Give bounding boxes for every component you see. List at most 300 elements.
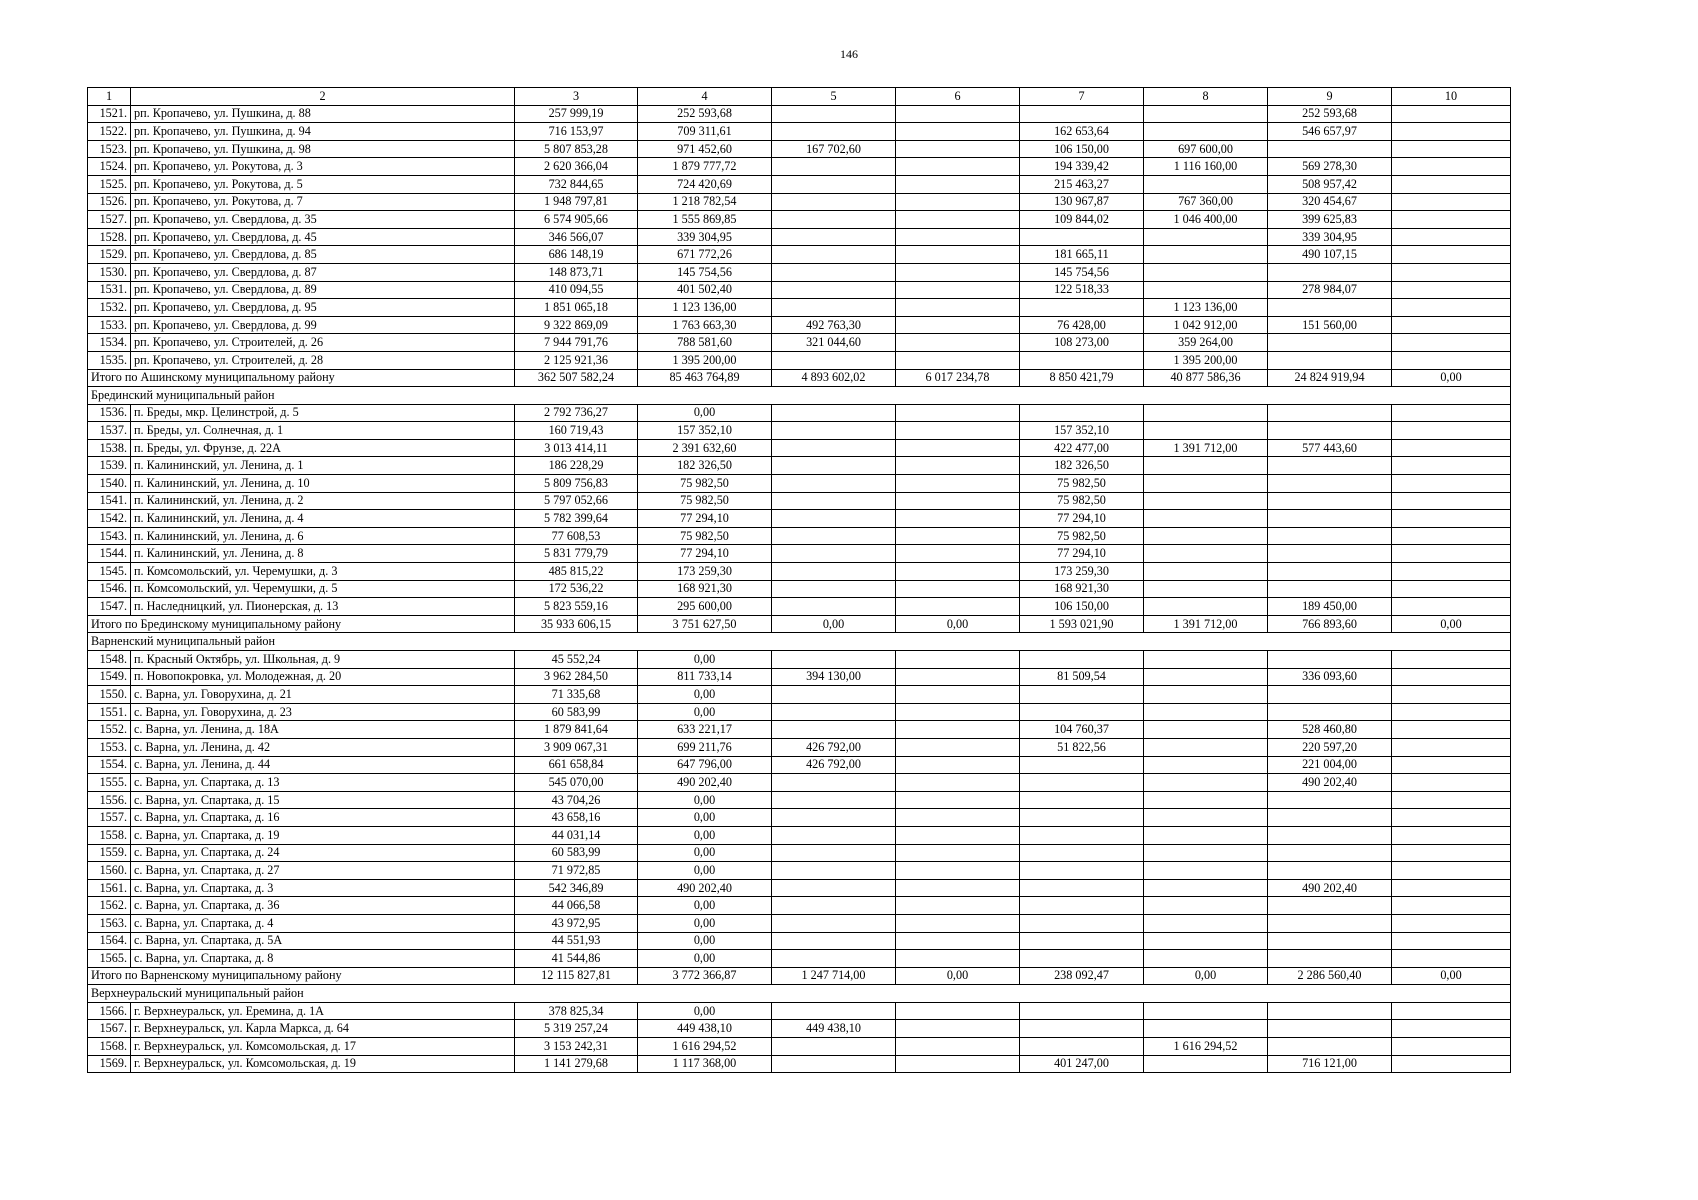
amount-cell [896, 527, 1020, 545]
amount-cell: 0,00 [1392, 967, 1511, 985]
amount-cell: 1 391 712,00 [1144, 615, 1268, 633]
amount-cell [896, 457, 1020, 475]
amount-cell [772, 791, 896, 809]
amount-cell [1392, 263, 1511, 281]
amount-cell: 422 477,00 [1020, 439, 1144, 457]
amount-cell [896, 475, 1020, 493]
amount-cell [896, 897, 1020, 915]
amount-cell [1268, 1038, 1392, 1056]
amount-cell [1020, 1038, 1144, 1056]
amount-cell: 181 665,11 [1020, 246, 1144, 264]
amount-cell [772, 404, 896, 422]
amount-cell [1392, 299, 1511, 317]
amount-cell: 6 574 905,66 [515, 211, 638, 229]
amount-cell: 160 719,43 [515, 422, 638, 440]
amount-cell [1392, 1055, 1511, 1073]
amount-cell [896, 809, 1020, 827]
row-number: 1524. [88, 158, 131, 176]
amount-cell [1392, 721, 1511, 739]
amount-cell [772, 580, 896, 598]
table-row [88, 932, 1511, 950]
section-row [88, 387, 1511, 405]
amount-cell: 8 850 421,79 [1020, 369, 1144, 387]
amount-cell [772, 897, 896, 915]
row-address: п. Калининский, ул. Ленина, д. 2 [131, 492, 515, 510]
amount-cell: 426 792,00 [772, 756, 896, 774]
amount-cell [772, 1002, 896, 1020]
column-header: 7 [1020, 88, 1144, 106]
amount-cell: 109 844,02 [1020, 211, 1144, 229]
amount-cell: 44 551,93 [515, 932, 638, 950]
amount-cell [896, 879, 1020, 897]
amount-cell: 2 286 560,40 [1268, 967, 1392, 985]
amount-cell: 221 004,00 [1268, 756, 1392, 774]
row-address: рп. Кропачево, ул. Строителей, д. 28 [131, 351, 515, 369]
amount-cell: 697 600,00 [1144, 140, 1268, 158]
row-address: п. Калининский, ул. Ленина, д. 1 [131, 457, 515, 475]
section-row [88, 985, 1511, 1003]
amount-cell: 1 395 200,00 [1144, 351, 1268, 369]
table-row [88, 721, 1511, 739]
amount-cell: 77 294,10 [638, 510, 772, 528]
amount-cell: 449 438,10 [638, 1020, 772, 1038]
amount-cell: 0,00 [638, 1002, 772, 1020]
row-address: п. Красный Октябрь, ул. Школьная, д. 9 [131, 651, 515, 669]
amount-cell [896, 334, 1020, 352]
amount-cell: 1 046 400,00 [1144, 211, 1268, 229]
amount-cell: 24 824 919,94 [1268, 369, 1392, 387]
amount-cell [1268, 299, 1392, 317]
row-address: с. Варна, ул. Спартака, д. 24 [131, 844, 515, 862]
amount-cell: 971 452,60 [638, 140, 772, 158]
row-number: 1531. [88, 281, 131, 299]
amount-cell [1144, 879, 1268, 897]
amount-cell [1144, 475, 1268, 493]
amount-cell [1144, 809, 1268, 827]
row-address: рп. Кропачево, ул. Пушкина, д. 94 [131, 123, 515, 141]
amount-cell: 359 264,00 [1144, 334, 1268, 352]
amount-cell [1392, 844, 1511, 862]
amount-cell [1392, 809, 1511, 827]
amount-cell: 716 153,97 [515, 123, 638, 141]
amount-cell [1144, 950, 1268, 968]
amount-cell: 182 326,50 [1020, 457, 1144, 475]
amount-cell [896, 756, 1020, 774]
amount-cell [1392, 281, 1511, 299]
amount-cell: 215 463,27 [1020, 175, 1144, 193]
table-row [88, 123, 1511, 141]
amount-cell [1144, 510, 1268, 528]
table-row [88, 703, 1511, 721]
amount-cell [1144, 862, 1268, 880]
amount-cell [772, 914, 896, 932]
amount-cell [896, 545, 1020, 563]
table-row [88, 738, 1511, 756]
amount-cell [896, 281, 1020, 299]
amount-cell [1144, 492, 1268, 510]
amount-cell [772, 193, 896, 211]
table-row [88, 914, 1511, 932]
table-row [88, 193, 1511, 211]
amount-cell: 3 772 366,87 [638, 967, 772, 985]
row-number: 1536. [88, 404, 131, 422]
amount-cell [1392, 439, 1511, 457]
row-number: 1551. [88, 703, 131, 721]
amount-cell [1392, 932, 1511, 950]
amount-cell [1392, 879, 1511, 897]
amount-cell [1268, 334, 1392, 352]
amount-cell [772, 105, 896, 123]
table-row [88, 316, 1511, 334]
amount-cell [772, 175, 896, 193]
amount-cell: 401 247,00 [1020, 1055, 1144, 1073]
row-number: 1533. [88, 316, 131, 334]
amount-cell: 7 944 791,76 [515, 334, 638, 352]
amount-cell: 490 202,40 [638, 879, 772, 897]
amount-cell: 2 391 632,60 [638, 439, 772, 457]
row-address: с. Варна, ул. Спартака, д. 13 [131, 774, 515, 792]
row-address: с. Варна, ул. Спартака, д. 3 [131, 879, 515, 897]
amount-cell [1020, 1002, 1144, 1020]
row-number: 1552. [88, 721, 131, 739]
amount-cell [1392, 668, 1511, 686]
amount-cell: 0,00 [638, 809, 772, 827]
row-address: с. Варна, ул. Спартака, д. 4 [131, 914, 515, 932]
amount-cell [1020, 791, 1144, 809]
amount-cell: 449 438,10 [772, 1020, 896, 1038]
amount-cell [896, 439, 1020, 457]
amount-cell [772, 299, 896, 317]
amount-cell [772, 844, 896, 862]
row-number: 1535. [88, 351, 131, 369]
amount-cell: 5 319 257,24 [515, 1020, 638, 1038]
amount-cell [772, 686, 896, 704]
amount-cell [772, 422, 896, 440]
total-row [88, 369, 1511, 387]
row-address: рп. Кропачево, ул. Строителей, д. 26 [131, 334, 515, 352]
row-address: рп. Кропачево, ул. Свердлова, д. 45 [131, 228, 515, 246]
amount-cell: 108 273,00 [1020, 334, 1144, 352]
table-row [88, 668, 1511, 686]
amount-cell: 162 653,64 [1020, 123, 1144, 141]
amount-cell [772, 1055, 896, 1073]
amount-cell [772, 457, 896, 475]
total-label: Итого по Ашинскому муниципальному району [88, 369, 515, 387]
row-number: 1550. [88, 686, 131, 704]
amount-cell [1020, 105, 1144, 123]
amount-cell: 104 760,37 [1020, 721, 1144, 739]
row-number: 1549. [88, 668, 131, 686]
amount-cell [1392, 950, 1511, 968]
amount-cell: 5 831 779,79 [515, 545, 638, 563]
amount-cell: 1 123 136,00 [1144, 299, 1268, 317]
table-row [88, 826, 1511, 844]
amount-cell: 485 815,22 [515, 563, 638, 581]
amount-cell [1268, 1020, 1392, 1038]
amount-cell [1268, 1002, 1392, 1020]
amount-cell [1392, 316, 1511, 334]
amount-cell: 2 125 921,36 [515, 351, 638, 369]
amount-cell [772, 774, 896, 792]
table-row [88, 158, 1511, 176]
amount-cell: 0,00 [638, 897, 772, 915]
amount-cell: 542 346,89 [515, 879, 638, 897]
amount-cell: 43 972,95 [515, 914, 638, 932]
amount-cell [1144, 246, 1268, 264]
amount-cell [1144, 1055, 1268, 1073]
amount-cell [896, 299, 1020, 317]
amount-cell [772, 246, 896, 264]
amount-cell [1392, 457, 1511, 475]
amount-cell: 168 921,30 [638, 580, 772, 598]
amount-cell [896, 932, 1020, 950]
amount-cell [1020, 914, 1144, 932]
amount-cell: 43 658,16 [515, 809, 638, 827]
amount-cell [772, 721, 896, 739]
row-address: с. Варна, ул. Спартака, д. 16 [131, 809, 515, 827]
section-label: Верхнеуральский муниципальный район [88, 985, 1511, 1003]
table-row [88, 950, 1511, 968]
amount-cell: 106 150,00 [1020, 598, 1144, 616]
amount-cell: 1 117 368,00 [638, 1055, 772, 1073]
amount-cell [896, 721, 1020, 739]
amount-cell [1144, 563, 1268, 581]
amount-cell [1268, 492, 1392, 510]
row-number: 1568. [88, 1038, 131, 1056]
total-label: Итого по Варненскому муниципальному району [88, 967, 515, 985]
amount-cell [772, 475, 896, 493]
amount-cell [1392, 422, 1511, 440]
row-address: рп. Кропачево, ул. Свердлова, д. 89 [131, 281, 515, 299]
amount-cell: 346 566,07 [515, 228, 638, 246]
amount-cell [1392, 158, 1511, 176]
amount-cell [1268, 580, 1392, 598]
amount-cell: 724 420,69 [638, 175, 772, 193]
amount-cell: 633 221,17 [638, 721, 772, 739]
row-number: 1539. [88, 457, 131, 475]
amount-cell: 569 278,30 [1268, 158, 1392, 176]
table-row [88, 580, 1511, 598]
amount-cell [772, 862, 896, 880]
row-number: 1548. [88, 651, 131, 669]
row-number: 1543. [88, 527, 131, 545]
amount-cell: 426 792,00 [772, 738, 896, 756]
table-row [88, 140, 1511, 158]
column-header: 9 [1268, 88, 1392, 106]
section-label: Варненский муниципальный район [88, 633, 1511, 651]
amount-cell [1392, 404, 1511, 422]
amount-cell [896, 563, 1020, 581]
amount-cell: 0,00 [638, 791, 772, 809]
table-row [88, 1020, 1511, 1038]
row-number: 1569. [88, 1055, 131, 1073]
row-number: 1532. [88, 299, 131, 317]
row-address: п. Бреды, мкр. Целинстрой, д. 5 [131, 404, 515, 422]
amount-cell: 0,00 [1144, 967, 1268, 985]
amount-cell [896, 492, 1020, 510]
table-row [88, 404, 1511, 422]
amount-cell: 3 013 414,11 [515, 439, 638, 457]
row-address: рп. Кропачево, ул. Свердлова, д. 87 [131, 263, 515, 281]
amount-cell: 5 797 052,66 [515, 492, 638, 510]
amount-cell: 0,00 [772, 615, 896, 633]
amount-cell: 252 593,68 [638, 105, 772, 123]
amount-cell [1268, 950, 1392, 968]
amount-cell: 189 450,00 [1268, 598, 1392, 616]
amount-cell: 9 322 869,09 [515, 316, 638, 334]
amount-cell: 76 428,00 [1020, 316, 1144, 334]
table-row [88, 211, 1511, 229]
table-row [88, 791, 1511, 809]
amount-cell [1020, 826, 1144, 844]
row-number: 1547. [88, 598, 131, 616]
row-number: 1537. [88, 422, 131, 440]
amount-cell [1268, 686, 1392, 704]
amount-cell: 157 352,10 [638, 422, 772, 440]
row-address: п. Калининский, ул. Ленина, д. 4 [131, 510, 515, 528]
amount-cell [1392, 914, 1511, 932]
amount-cell: 35 933 606,15 [515, 615, 638, 633]
total-label: Итого по Брединскому муниципальному району [88, 615, 515, 633]
amount-cell: 71 335,68 [515, 686, 638, 704]
amount-cell [896, 105, 1020, 123]
amount-cell: 3 153 242,31 [515, 1038, 638, 1056]
amount-cell: 278 984,07 [1268, 281, 1392, 299]
amount-cell: 0,00 [638, 844, 772, 862]
row-number: 1526. [88, 193, 131, 211]
table-row [88, 862, 1511, 880]
table-row [88, 105, 1511, 123]
amount-cell [1144, 123, 1268, 141]
row-address: с. Варна, ул. Спартака, д. 27 [131, 862, 515, 880]
row-number: 1525. [88, 175, 131, 193]
amount-cell [1144, 1020, 1268, 1038]
amount-cell: 151 560,00 [1268, 316, 1392, 334]
amount-cell [1392, 246, 1511, 264]
row-number: 1561. [88, 879, 131, 897]
table-row [88, 774, 1511, 792]
row-number: 1555. [88, 774, 131, 792]
amount-cell [772, 263, 896, 281]
amount-cell [1268, 703, 1392, 721]
row-address: п. Наследницкий, ул. Пионерская, д. 13 [131, 598, 515, 616]
row-address: с. Варна, ул. Спартака, д. 36 [131, 897, 515, 915]
amount-cell: 12 115 827,81 [515, 967, 638, 985]
amount-cell [1020, 774, 1144, 792]
amount-cell: 1 555 869,85 [638, 211, 772, 229]
table-row [88, 844, 1511, 862]
table-row [88, 651, 1511, 669]
row-number: 1538. [88, 439, 131, 457]
amount-cell: 410 094,55 [515, 281, 638, 299]
table-row [88, 228, 1511, 246]
amount-cell: 647 796,00 [638, 756, 772, 774]
amount-cell: 75 982,50 [1020, 527, 1144, 545]
amount-cell: 336 093,60 [1268, 668, 1392, 686]
amount-cell [896, 1002, 1020, 1020]
amount-cell: 709 311,61 [638, 123, 772, 141]
column-header: 10 [1392, 88, 1511, 106]
amount-cell [896, 422, 1020, 440]
amount-cell [1392, 1002, 1511, 1020]
amount-cell [1392, 897, 1511, 915]
amount-cell [1392, 527, 1511, 545]
amount-cell: 173 259,30 [1020, 563, 1144, 581]
row-address: с. Варна, ул. Ленина, д. 42 [131, 738, 515, 756]
row-number: 1554. [88, 756, 131, 774]
row-address: г. Верхнеуральск, ул. Карла Маркса, д. 64 [131, 1020, 515, 1038]
amount-cell: 320 454,67 [1268, 193, 1392, 211]
table-row [88, 246, 1511, 264]
amount-cell: 399 625,83 [1268, 211, 1392, 229]
amount-cell [1268, 527, 1392, 545]
amount-cell [1392, 211, 1511, 229]
amount-cell [896, 193, 1020, 211]
amount-cell [1268, 422, 1392, 440]
row-address: рп. Кропачево, ул. Рокутова, д. 7 [131, 193, 515, 211]
amount-cell [1020, 228, 1144, 246]
row-number: 1560. [88, 862, 131, 880]
row-number: 1562. [88, 897, 131, 915]
row-number: 1546. [88, 580, 131, 598]
amount-cell: 0,00 [638, 862, 772, 880]
amount-cell: 1 116 160,00 [1144, 158, 1268, 176]
amount-cell: 321 044,60 [772, 334, 896, 352]
amount-cell [1144, 598, 1268, 616]
amount-cell: 1 763 663,30 [638, 316, 772, 334]
row-address: с. Варна, ул. Ленина, д. 44 [131, 756, 515, 774]
amount-cell [896, 263, 1020, 281]
row-address: рп. Кропачево, ул. Свердлова, д. 85 [131, 246, 515, 264]
amount-cell [1144, 721, 1268, 739]
amount-cell [772, 826, 896, 844]
amount-cell: 77 294,10 [1020, 510, 1144, 528]
amount-cell: 1 123 136,00 [638, 299, 772, 317]
amount-cell [1144, 457, 1268, 475]
row-number: 1528. [88, 228, 131, 246]
amount-cell [896, 774, 1020, 792]
amount-cell [896, 246, 1020, 264]
row-number: 1565. [88, 950, 131, 968]
amount-cell [1392, 703, 1511, 721]
amount-cell: 339 304,95 [638, 228, 772, 246]
row-number: 1530. [88, 263, 131, 281]
amount-cell: 0,00 [638, 703, 772, 721]
table-row [88, 879, 1511, 897]
amount-cell [896, 826, 1020, 844]
amount-cell: 490 107,15 [1268, 246, 1392, 264]
amount-cell: 5 823 559,16 [515, 598, 638, 616]
row-address: г. Верхнеуральск, ул. Комсомольская, д. 19 [131, 1055, 515, 1073]
amount-cell [772, 879, 896, 897]
column-header: 3 [515, 88, 638, 106]
amount-cell [896, 862, 1020, 880]
row-number: 1541. [88, 492, 131, 510]
amount-cell [1392, 756, 1511, 774]
column-header: 8 [1144, 88, 1268, 106]
amount-cell: 1 141 279,68 [515, 1055, 638, 1073]
amount-cell: 75 982,50 [1020, 475, 1144, 493]
amount-cell: 168 921,30 [1020, 580, 1144, 598]
amount-cell [772, 932, 896, 950]
amount-cell [1268, 563, 1392, 581]
amount-cell [772, 510, 896, 528]
amount-cell: 766 893,60 [1268, 615, 1392, 633]
amount-cell [1144, 668, 1268, 686]
table-row [88, 475, 1511, 493]
amount-cell [772, 651, 896, 669]
amount-cell: 1 879 777,72 [638, 158, 772, 176]
